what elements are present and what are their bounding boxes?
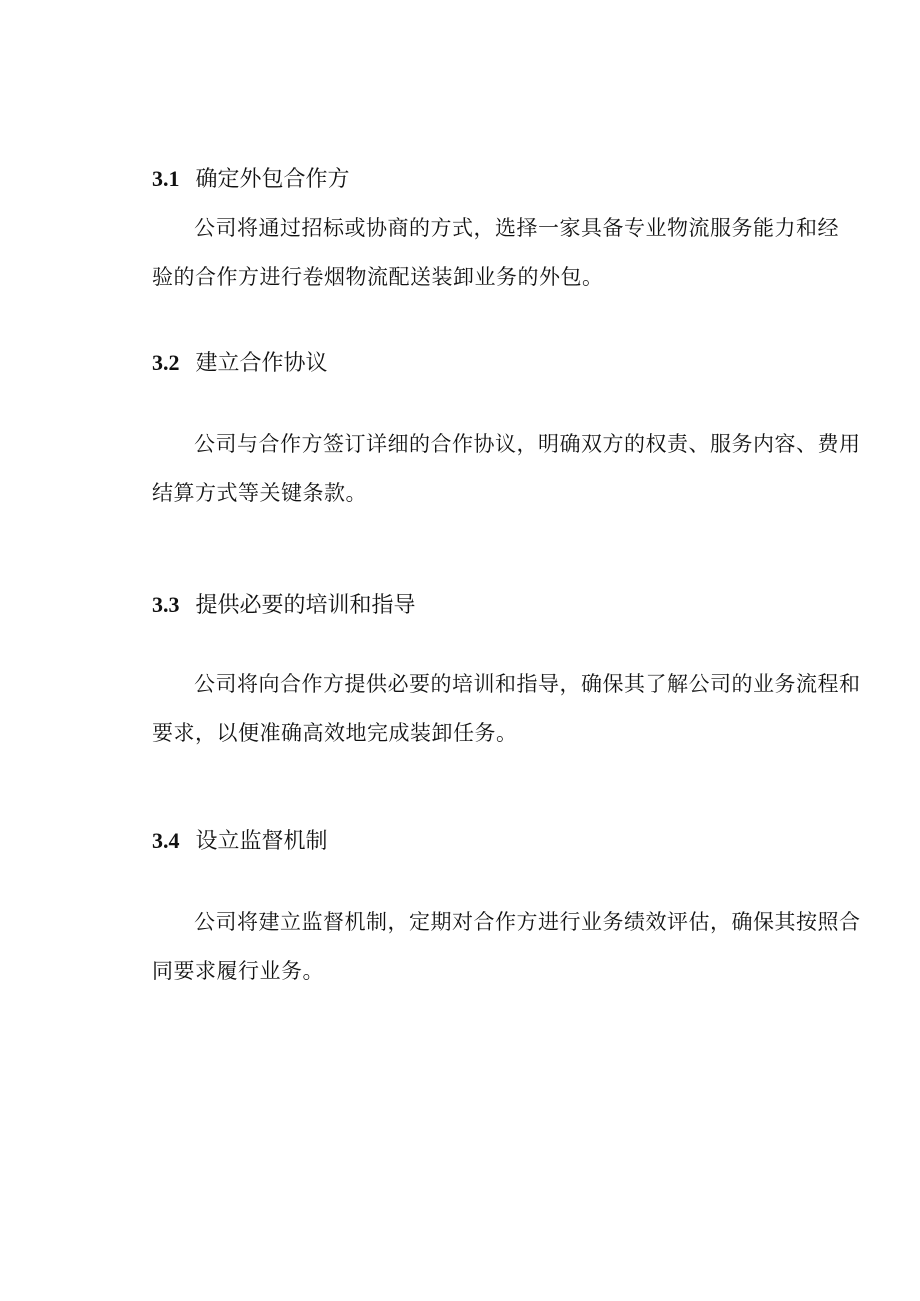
section-number: 3.4 bbox=[152, 828, 180, 853]
paragraph-line: 验的合作方进行卷烟物流配送装卸业务的外包。 bbox=[152, 265, 604, 289]
section-heading-3-3 bbox=[152, 590, 416, 621]
section-heading-3-4 bbox=[152, 826, 328, 857]
paragraph-line: 公司与合作方签订详细的合作协议，明确双方的权责、服务内容、费用 bbox=[194, 432, 861, 456]
paragraph-line: 同要求履行业务。 bbox=[152, 959, 324, 983]
section-heading-3-2 bbox=[152, 348, 328, 379]
section-number: 3.1 bbox=[152, 166, 180, 191]
section-number: 3.2 bbox=[152, 350, 180, 375]
section-paragraph-3-2 bbox=[152, 420, 874, 518]
section-title: 建立合作协议 bbox=[195, 351, 328, 376]
section-heading-3-1 bbox=[152, 164, 350, 195]
section-number: 3.3 bbox=[152, 592, 180, 617]
section-paragraph-3-3 bbox=[152, 660, 874, 758]
paragraph-line: 结算方式等关键条款。 bbox=[152, 481, 367, 505]
paragraph-line: 公司将通过招标或协商的方式，选择一家具备专业物流服务能力和经 bbox=[194, 216, 839, 240]
paragraph-line: 公司将建立监督机制，定期对合作方进行业务绩效评估，确保其按照合 bbox=[194, 910, 861, 934]
section-paragraph-3-4 bbox=[152, 898, 874, 996]
section-title: 设立监督机制 bbox=[195, 829, 328, 854]
section-paragraph-3-1 bbox=[152, 204, 874, 302]
section-title: 确定外包合作方 bbox=[195, 167, 350, 192]
paragraph-line: 公司将向合作方提供必要的培训和指导，确保其了解公司的业务流程和 bbox=[194, 672, 861, 696]
paragraph-line: 要求，以便准确高效地完成装卸任务。 bbox=[152, 721, 518, 745]
section-title: 提供必要的培训和指导 bbox=[195, 593, 416, 618]
